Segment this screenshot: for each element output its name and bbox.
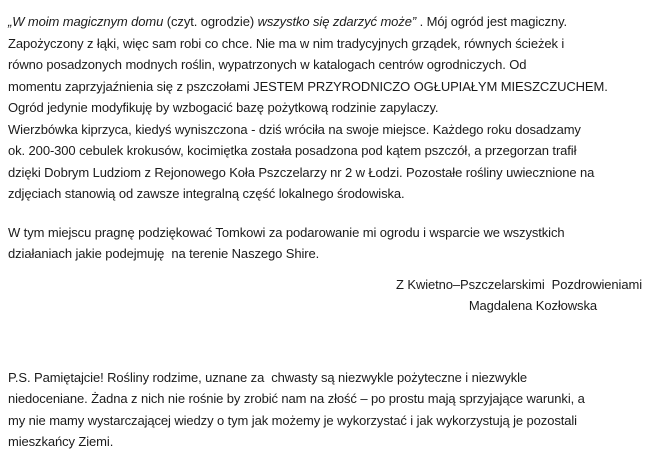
text-run: . Mój ogród jest magiczny. (416, 14, 568, 29)
text-line (8, 222, 642, 244)
text-line (8, 162, 642, 184)
text-line (8, 97, 642, 119)
text-run: P.S. Pamiętajcie! Rośliny rodzime, uznane za chwasty są niezwykle pożyteczne i niezwykle (8, 369, 528, 385)
text-line (8, 119, 642, 141)
text-line (8, 274, 642, 296)
paragraph-garden-details (8, 119, 642, 205)
text-run: Zapożyczony z łąki, więc sam robi co chce. Nie ma w nim tradycyjnych grządek, równych ścieżek i (8, 35, 565, 51)
paragraph-postscript (8, 367, 642, 453)
italic-text-run: wszystko się zdarzyć może” (257, 14, 417, 29)
text-line (8, 295, 642, 317)
text-line (8, 33, 642, 55)
text-run: Magdalena Kozłowska (468, 298, 597, 313)
text-run: (czyt. ogrodzie) (163, 14, 258, 29)
text-run: zdjęciach stanowią od zawsze integralną część lokalnego środowiska. (8, 186, 405, 201)
text-run: my nie mamy wystarczającej wiedzy o tym jak możemy je wykorzystać i jak wykorzystują je pozostali (8, 412, 577, 428)
text-line (8, 388, 642, 410)
text-run: W tym miejscu pragnę podziękować Tomkowi za podarowanie mi ogrodu i wsparcie we wszystkich (8, 224, 565, 240)
text-run: momentu zaprzyjaźnienia się z pszczołami JESTEM PRZYRODNICZO OGŁUPIAŁYM MIESZCZUCHEM. (8, 78, 608, 94)
text-run: Z Kwietno–Pszczelarskimi Pozdrowieniami (396, 276, 642, 292)
text-line (8, 410, 642, 432)
text-run: Wierzbówka kiprzyca, kiedyś wyniszczona - dziś wróciła na swoje miejsce. Każdego roku dosadzamy (8, 121, 581, 137)
paragraph-thanks (8, 222, 642, 265)
text-run: Ogród jedynie modyfikuję by wzbogacić bazę pożytkową rodzinie zapylaczy. (8, 100, 439, 115)
text-line (8, 76, 642, 98)
text-run: mieszkańcy Ziemi. (8, 434, 114, 449)
text-run: niedoceniane. Żadna z nich nie rośnie by zrobić nam na złość – po prostu mają sprzyjające warunki, a (8, 391, 585, 406)
text-line (8, 183, 642, 205)
text-run: dzięki Dobrym Ludziom z Rejonowego Koła Pszczelarzy nr 2 w Łodzi. Pozostałe rośliny uwiecznione na (8, 164, 595, 180)
paragraph-intro (8, 11, 642, 119)
paragraph-signature (8, 274, 642, 317)
text-line (8, 431, 642, 453)
text-run: równo posadzonych modnych roślin, wypatrzonych w katalogach centrów ogrodniczych. Od (8, 57, 527, 72)
text-line (8, 243, 642, 265)
text-line (8, 54, 642, 76)
text-run: ok. 200-300 cebulek krokusów, kocimiętka została posadzona pod kątem pszczół, a przegorzan trafił (8, 143, 577, 158)
text-line (8, 140, 642, 162)
italic-text-run: „W moim magicznym domu (8, 14, 164, 29)
text-line (8, 11, 642, 33)
text-line (8, 367, 642, 389)
text-run: działaniach jakie podejmuję na terenie Naszego Shire. (8, 246, 320, 261)
